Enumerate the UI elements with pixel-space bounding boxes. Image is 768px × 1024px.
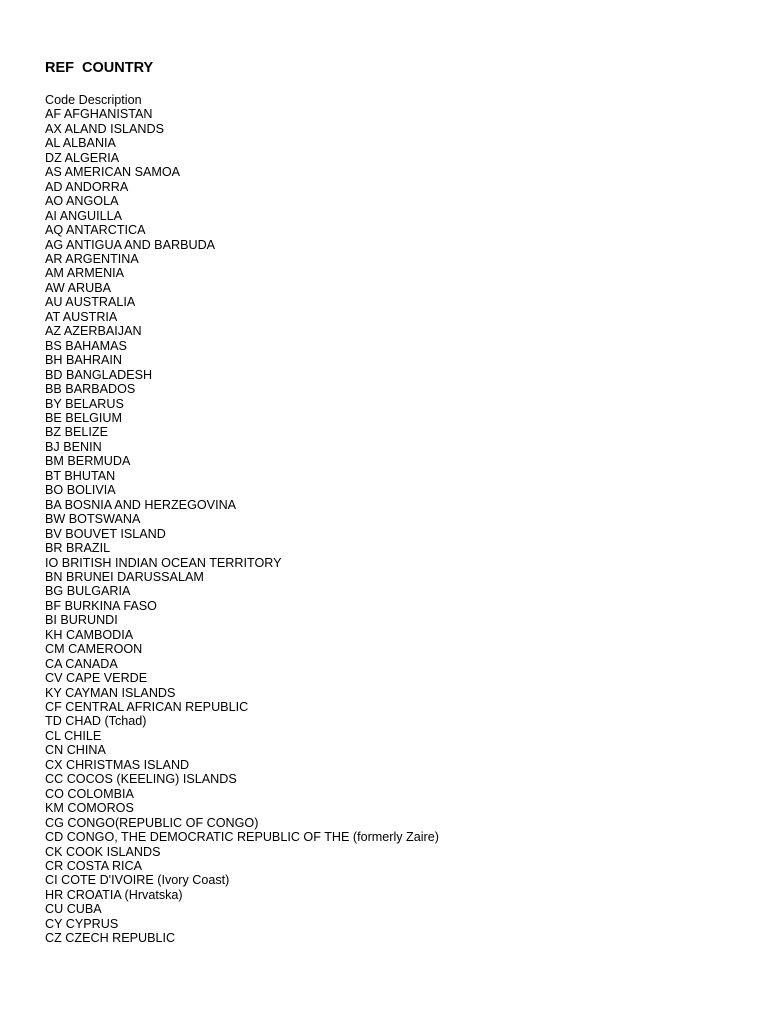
list-item: AW ARUBA [45, 280, 112, 295]
list-item: CU CUBA [45, 902, 102, 917]
list-item: BE BELGIUM [45, 410, 122, 425]
list-item: AM ARMENIA [45, 266, 125, 281]
list-item: AT AUSTRIA [45, 309, 118, 324]
list-item: AU AUSTRALIA [45, 295, 136, 310]
list-item: KH CAMBODIA [45, 627, 134, 642]
list-item: BH BAHRAIN [45, 353, 122, 368]
list-item: AZ AZERBAIJAN [45, 324, 142, 339]
country-code-list [45, 93, 748, 946]
list-item: BW BOTSWANA [45, 512, 141, 527]
list-item: AI ANGUILLA [45, 208, 122, 223]
list-item: CO COLOMBIA [45, 786, 134, 801]
list-item: AL ALBANIA [45, 136, 116, 151]
document-page [45, 58, 748, 946]
list-item: CV CAPE VERDE [45, 671, 148, 686]
list-item: CR COSTA RICA [45, 859, 143, 874]
list-item: CC COCOS (KEELING) ISLANDS [45, 772, 237, 787]
list-item: KM COMOROS [45, 801, 134, 816]
list-item: TD CHAD (Tchad) [45, 714, 147, 729]
list-rows [45, 107, 748, 945]
list-item: BM BERMUDA [45, 454, 131, 469]
list-header: Code Description [45, 93, 142, 107]
list-item: AF AFGHANISTAN [45, 107, 153, 122]
list-item: AO ANGOLA [45, 194, 119, 209]
list-item: BF BURKINA FASO [45, 598, 157, 613]
list-item: BZ BELIZE [45, 425, 108, 440]
list-item: BN BRUNEI DARUSSALAM [45, 569, 204, 584]
list-item: BS BAHAMAS [45, 338, 127, 353]
list-item: BO BOLIVIA [45, 483, 116, 498]
list-item: CL CHILE [45, 728, 102, 743]
list-item: BY BELARUS [45, 396, 124, 411]
list-item: CM CAMEROON [45, 642, 143, 657]
list-item: DZ ALGERIA [45, 150, 120, 165]
list-item: BR BRAZIL [45, 541, 111, 556]
list-item: CG CONGO(REPUBLIC OF CONGO) [45, 815, 259, 830]
list-item: AR ARGENTINA [45, 251, 139, 266]
list-item: AQ ANTARCTICA [45, 223, 146, 238]
list-item: BG BULGARIA [45, 584, 131, 599]
list-item: BT BHUTAN [45, 468, 116, 483]
list-item: CI COTE D'IVOIRE (Ivory Coast) [45, 873, 230, 888]
list-item: CX CHRISTMAS ISLAND [45, 757, 190, 772]
list-item: BB BARBADOS [45, 382, 136, 397]
list-item: AD ANDORRA [45, 179, 129, 194]
list-item: HR CROATIA (Hrvatska) [45, 887, 183, 902]
list-item: KY CAYMAN ISLANDS [45, 685, 176, 700]
list-item: CK COOK ISLANDS [45, 844, 161, 859]
list-item: CA CANADA [45, 656, 118, 671]
list-item: IO BRITISH INDIAN OCEAN TERRITORY [45, 555, 282, 570]
list-item: AX ALAND ISLANDS [45, 121, 164, 136]
list-item: CN CHINA [45, 743, 106, 758]
list-item: CY CYPRUS [45, 916, 119, 931]
list-item: AS AMERICAN SAMOA [45, 165, 181, 180]
list-item: BJ BENIN [45, 439, 102, 454]
list-item: BV BOUVET ISLAND [45, 526, 166, 541]
list-item: BD BANGLADESH [45, 367, 153, 382]
list-item: BI BURUNDI [45, 613, 118, 628]
list-item: AG ANTIGUA AND BARBUDA [45, 237, 216, 252]
list-item: CZ CZECH REPUBLIC [45, 931, 176, 946]
list-item: CD CONGO, THE DEMOCRATIC REPUBLIC OF THE (formerly Zaire) [45, 830, 439, 845]
list-item: BA BOSNIA AND HERZEGOVINA [45, 497, 237, 512]
document-title: REF COUNTRY [45, 60, 154, 76]
list-item: CF CENTRAL AFRICAN REPUBLIC [45, 700, 249, 715]
